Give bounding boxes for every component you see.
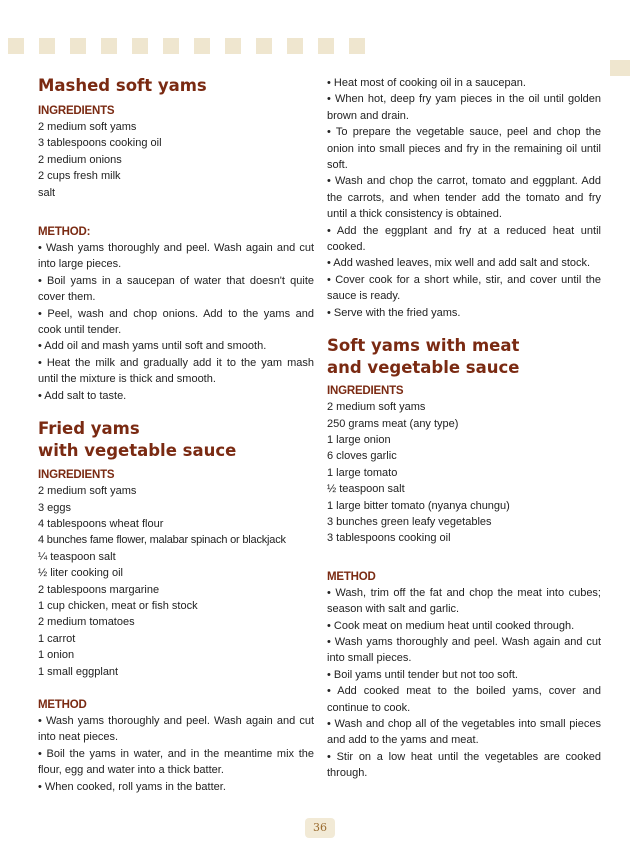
ingredient-item: 2 medium soft yams bbox=[38, 485, 137, 498]
method-step: • Cover cook for a short while, stir, and cover until the sauce is ready. bbox=[327, 273, 601, 303]
method-step: • Add cooked meat to the boiled yams, cover and continue to cook. bbox=[327, 685, 601, 714]
right-column bbox=[327, 75, 601, 782]
recipe-title-fried bbox=[38, 418, 314, 462]
method-heading: METHOD: bbox=[38, 226, 91, 239]
method-step: • When cooked, roll yams in the batter. bbox=[38, 780, 226, 793]
method-step: • Add oil and mash yams until soft and smooth. bbox=[38, 340, 267, 353]
method-list bbox=[327, 585, 601, 782]
left-column bbox=[38, 75, 314, 795]
ingredient-item: 1 large onion bbox=[327, 433, 391, 446]
method-step: • Boil the yams in water, and in the meantime mix the flour, egg and water into a thick batter. bbox=[38, 747, 314, 777]
method-step: • Peel, wash and chop onions. Add to the yams and cook until tender. bbox=[38, 307, 314, 337]
ingredient-item: 1 large tomato bbox=[327, 466, 398, 479]
ingredient-item: 2 cups fresh milk bbox=[38, 170, 121, 183]
method-heading: METHOD bbox=[327, 570, 376, 583]
ingredient-item: 1 carrot bbox=[38, 632, 76, 645]
ingredient-item: ½ liter cooking oil bbox=[38, 567, 123, 580]
ingredient-item: ½ teaspoon salt bbox=[327, 483, 405, 496]
method-step: • Heat most of cooking oil in a saucepan. bbox=[327, 77, 526, 89]
recipe-title-meat bbox=[327, 335, 601, 379]
method-step: • To prepare the vegetable sauce, peel and chop the onion into small pieces and fry in the remaining oil until soft. bbox=[327, 126, 601, 172]
method-step: • Wash and chop all of the vegetables into small pieces and add to the yams and meat. bbox=[327, 718, 601, 747]
ingredient-item: 3 tablespoons cooking oil bbox=[327, 532, 451, 545]
recipe-title-mashed: Mashed soft yams bbox=[38, 76, 207, 95]
method-step: • Cook meat on medium heat until cooked through. bbox=[327, 619, 575, 632]
ingredient-item: 2 medium soft yams bbox=[38, 121, 137, 133]
method-step: • Wash and chop the carrot, tomato and eggplant. Add the carrots, and when tender add the tomato and fry until a thick consistency is obtained. bbox=[327, 175, 601, 221]
method-heading: METHOD bbox=[38, 698, 87, 711]
method-step: • Add salt to taste. bbox=[38, 389, 127, 402]
recipe-title-line: and vegetable sauce bbox=[327, 358, 520, 378]
method-step: • Add washed leaves, mix well and add salt and stock. bbox=[327, 257, 591, 270]
method-step: • When hot, deep fry yam pieces in the oil until golden brown and drain. bbox=[327, 93, 601, 122]
ingredient-item: 3 eggs bbox=[38, 501, 72, 514]
ingredient-item: 2 tablespoons margarine bbox=[38, 583, 160, 596]
ingredient-item: ¼ teaspoon salt bbox=[38, 550, 116, 563]
recipe-title-line: Fried yams bbox=[38, 419, 140, 439]
method-step: • Add the eggplant and fry at a reduced heat until cooked. bbox=[327, 224, 601, 254]
ingredient-item: 1 large bitter tomato (nyanya chungu) bbox=[327, 499, 510, 512]
method-step: • Stir on a low heat until the vegetables are cooked through. bbox=[327, 750, 601, 780]
method-step: • Boil yams in a saucepan of water that doesn't quite cover them. bbox=[38, 274, 314, 304]
method-step: • Boil yams until tender but not too soft. bbox=[327, 668, 518, 681]
ingredient-list bbox=[38, 483, 314, 680]
ingredient-item: 1 cup chicken, meat or fish stock bbox=[38, 599, 198, 612]
recipe-title-line: with vegetable sauce bbox=[38, 441, 237, 461]
page-number: 36 bbox=[305, 818, 335, 838]
ingredient-item: 250 grams meat (any type) bbox=[327, 417, 459, 430]
ingredient-item: 2 medium tomatoes bbox=[38, 616, 135, 629]
method-step: • Wash, trim off the fat and chop the meat into cubes; season with salt and garlic. bbox=[327, 586, 601, 616]
ingredient-item: 6 cloves garlic bbox=[327, 450, 397, 463]
ingredients-heading: INGREDIENTS bbox=[38, 105, 115, 117]
decorative-square-right bbox=[610, 60, 630, 76]
ingredient-item: 4 bunches fame flower, malabar spinach or blackjack bbox=[38, 534, 286, 547]
method-step: • Wash yams thoroughly and peel. Wash again and cut into small pieces. bbox=[327, 635, 601, 665]
ingredient-item: 2 medium soft yams bbox=[327, 401, 426, 414]
ingredient-item: 2 medium onions bbox=[38, 153, 122, 166]
ingredient-list bbox=[38, 119, 314, 201]
ingredients-heading: INGREDIENTS bbox=[38, 469, 115, 482]
ingredient-list bbox=[327, 399, 601, 547]
ingredient-item: 1 small eggplant bbox=[38, 665, 119, 678]
recipe-title-line: Soft yams with meat bbox=[327, 336, 520, 356]
method-step: • Wash yams thoroughly and peel. Wash again and cut into large pieces. bbox=[38, 242, 314, 271]
ingredient-item: 4 tablespoons wheat flour bbox=[38, 517, 164, 530]
ingredient-item: salt bbox=[38, 186, 56, 199]
method-step: • Heat the milk and gradually add it to the yam mash until the mixture is thick and smooth. bbox=[38, 356, 314, 386]
method-list bbox=[38, 713, 314, 795]
ingredient-item: 3 tablespoons cooking oil bbox=[38, 137, 162, 150]
method-list bbox=[327, 75, 601, 321]
ingredients-heading: INGREDIENTS bbox=[327, 385, 404, 398]
method-step: • Serve with the fried yams. bbox=[327, 306, 461, 319]
decorative-square-row bbox=[8, 38, 380, 54]
ingredient-item: 1 onion bbox=[38, 649, 75, 662]
method-step: • Wash yams thoroughly and peel. Wash again and cut into neat pieces. bbox=[38, 714, 314, 744]
method-list bbox=[38, 240, 314, 404]
ingredient-item: 3 bunches green leafy vegetables bbox=[327, 515, 492, 528]
